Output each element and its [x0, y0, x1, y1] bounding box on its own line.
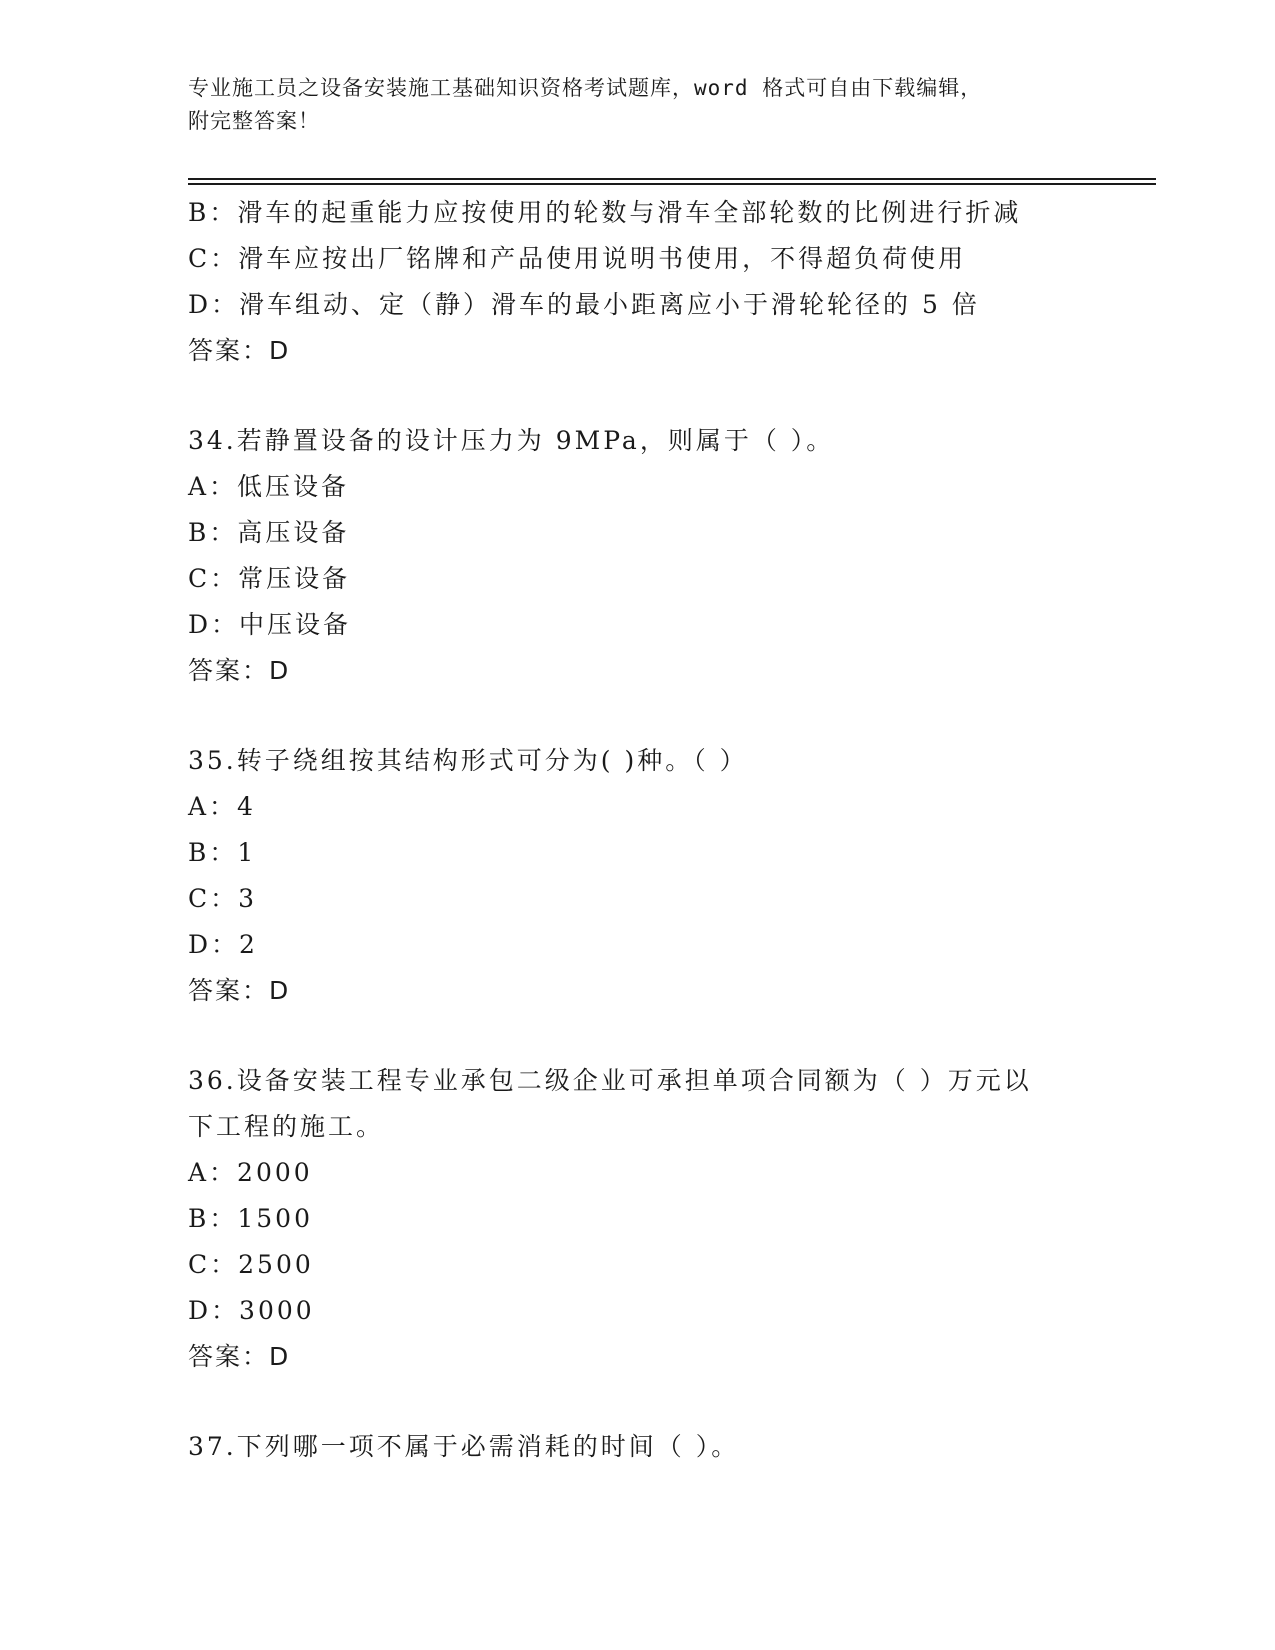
answer: 答案：D	[188, 1342, 291, 1371]
question-text-line-2: 下工程的施工。	[188, 1112, 385, 1141]
option-b: B：滑车的起重能力应按使用的轮数与滑车全部轮数的比例进行折减	[188, 198, 1022, 227]
question-text: 34.若静置设备的设计压力为 9MPa，则属于（ ）。	[188, 426, 835, 455]
header-rule-top	[188, 178, 1156, 180]
document-header	[188, 72, 1088, 138]
option-c: C：常压设备	[188, 564, 351, 593]
option-c: C：3	[188, 884, 258, 913]
option-b: B：1	[188, 838, 257, 867]
answer: 答案：D	[188, 656, 291, 685]
answer: 答案：D	[188, 976, 291, 1005]
option-d: D：中压设备	[188, 610, 352, 639]
option-c: C：2500	[188, 1250, 314, 1279]
option-a: A：2000	[188, 1158, 313, 1187]
answer: 答案：D	[188, 336, 291, 365]
question-text: 35.转子绕组按其结构形式可分为( )种。（ ）	[188, 746, 748, 775]
question-37	[188, 1424, 1088, 1470]
option-a: A：低压设备	[188, 472, 350, 501]
question-33-continued	[188, 190, 1088, 374]
option-c: C：滑车应按出厂铭牌和产品使用说明书使用，不得超负荷使用	[188, 244, 967, 273]
question-34	[188, 418, 1088, 694]
option-d: D：3000	[188, 1296, 315, 1325]
option-a: A：4	[188, 792, 256, 821]
header-line-2: 附完整答案！	[188, 109, 320, 133]
header-line-1: 专业施工员之设备安装施工基础知识资格考试题库，word 格式可自由下载编辑，	[188, 76, 983, 100]
option-b: B：高压设备	[188, 518, 350, 547]
header-rule-bottom	[188, 183, 1156, 185]
option-d: D：2	[188, 930, 258, 959]
option-d: D：滑车组动、定（静）滑车的最小距离应小于滑轮轮径的 5 倍	[188, 290, 980, 319]
option-b: B：1500	[188, 1204, 313, 1233]
question-list	[188, 190, 1088, 1470]
question-text: 37.下列哪一项不属于必需消耗的时间（ ）。	[188, 1432, 740, 1461]
question-text-line-1: 36.设备安装工程专业承包二级企业可承担单项合同额为（ ）万元以	[188, 1066, 1032, 1095]
question-35	[188, 738, 1088, 1014]
question-36	[188, 1058, 1088, 1380]
